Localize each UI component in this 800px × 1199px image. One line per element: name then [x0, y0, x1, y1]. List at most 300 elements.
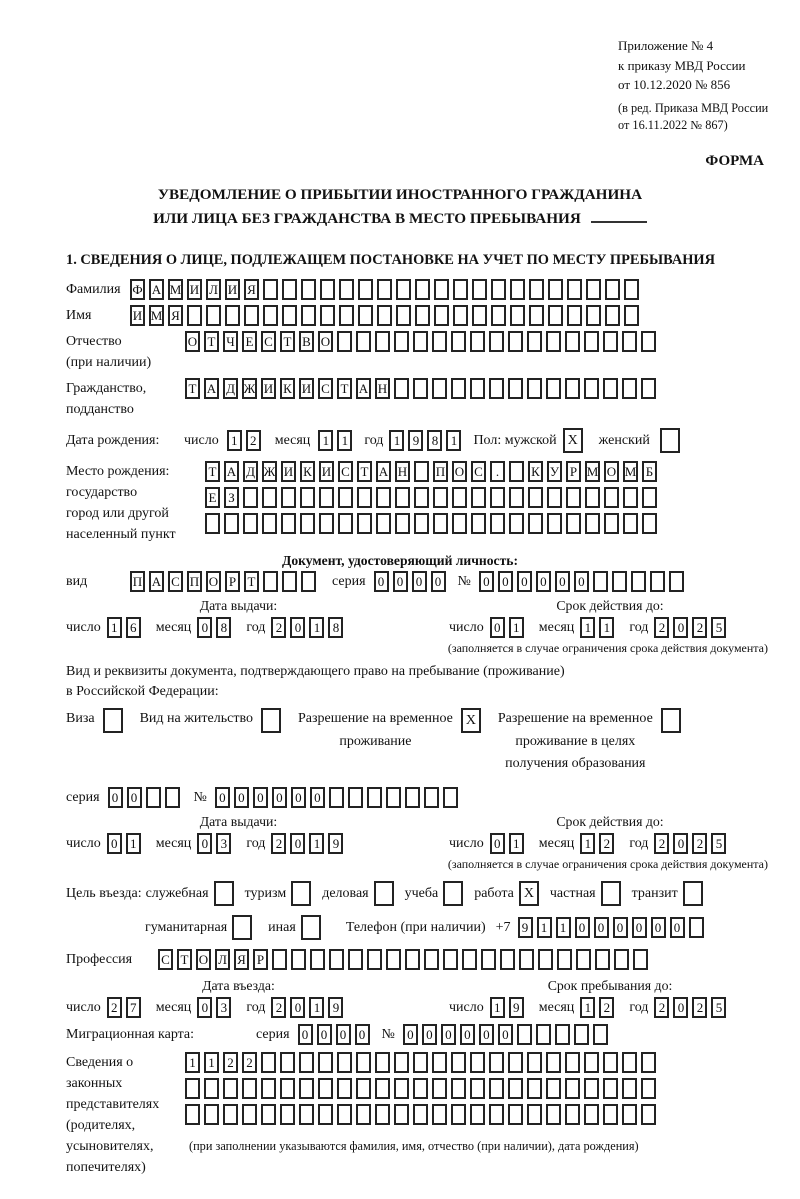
- form-cell[interactable]: [291, 881, 311, 906]
- form-cell[interactable]: [489, 331, 504, 352]
- form-cell[interactable]: 5: [711, 997, 726, 1018]
- migration-number-cells[interactable]: [403, 1024, 612, 1045]
- form-cell[interactable]: [470, 1052, 485, 1073]
- form-cell[interactable]: [527, 331, 542, 352]
- form-cell[interactable]: [338, 487, 353, 508]
- form-cell[interactable]: [405, 787, 420, 808]
- form-cell[interactable]: 0: [490, 617, 505, 638]
- form-cell[interactable]: 9: [408, 430, 423, 451]
- form-cell[interactable]: [489, 1104, 504, 1125]
- form-cell[interactable]: [574, 1024, 589, 1045]
- form-cell[interactable]: [356, 1052, 371, 1073]
- option-temp-residence-education-checkbox[interactable]: [661, 708, 685, 733]
- form-cell[interactable]: [519, 949, 534, 970]
- form-cell[interactable]: [375, 1078, 390, 1099]
- stay-year[interactable]: [654, 997, 730, 1018]
- form-cell[interactable]: [453, 305, 468, 326]
- form-cell[interactable]: [623, 513, 638, 534]
- form-cell[interactable]: [622, 1104, 637, 1125]
- form-cell[interactable]: [301, 305, 316, 326]
- form-cell[interactable]: 8: [328, 617, 343, 638]
- form-cell[interactable]: [103, 708, 123, 733]
- form-cell[interactable]: [470, 1078, 485, 1099]
- form-cell[interactable]: И: [299, 378, 314, 399]
- form-cell[interactable]: [394, 378, 409, 399]
- sex-male-checkbox[interactable]: [563, 428, 587, 453]
- form-cell[interactable]: [263, 571, 278, 592]
- form-cell[interactable]: [546, 1078, 561, 1099]
- form-cell[interactable]: 0: [197, 997, 212, 1018]
- form-cell[interactable]: [281, 513, 296, 534]
- form-cell[interactable]: С: [318, 378, 333, 399]
- form-cell[interactable]: [291, 949, 306, 970]
- form-cell[interactable]: О: [604, 461, 619, 482]
- form-cell[interactable]: X: [563, 428, 583, 453]
- form-cell[interactable]: 0: [290, 997, 305, 1018]
- form-cell[interactable]: [300, 487, 315, 508]
- form-cell[interactable]: [584, 378, 599, 399]
- form-cell[interactable]: [432, 378, 447, 399]
- residence-number-cells[interactable]: [215, 787, 462, 808]
- form-cell[interactable]: [377, 279, 392, 300]
- form-cell[interactable]: [394, 1052, 409, 1073]
- form-cell[interactable]: [689, 917, 704, 938]
- form-cell[interactable]: [432, 1104, 447, 1125]
- form-cell[interactable]: [329, 787, 344, 808]
- form-cell[interactable]: [223, 1104, 238, 1125]
- form-cell[interactable]: Т: [205, 461, 220, 482]
- form-cell[interactable]: [357, 513, 372, 534]
- form-cell[interactable]: 3: [216, 997, 231, 1018]
- form-cell[interactable]: [593, 571, 608, 592]
- form-cell[interactable]: [261, 1052, 276, 1073]
- form-cell[interactable]: [375, 1052, 390, 1073]
- form-cell[interactable]: А: [376, 461, 391, 482]
- form-cell[interactable]: 0: [632, 917, 647, 938]
- form-cell[interactable]: [508, 1052, 523, 1073]
- form-cell[interactable]: [375, 1104, 390, 1125]
- entry-month[interactable]: [197, 997, 235, 1018]
- identity-valid-month[interactable]: [580, 617, 618, 638]
- form-cell[interactable]: 3: [216, 833, 231, 854]
- form-cell[interactable]: [337, 1078, 352, 1099]
- form-cell[interactable]: [527, 1052, 542, 1073]
- form-cell[interactable]: [206, 305, 221, 326]
- form-cell[interactable]: [367, 949, 382, 970]
- form-cell[interactable]: [510, 279, 525, 300]
- form-cell[interactable]: Н: [395, 461, 410, 482]
- form-cell[interactable]: 1: [337, 430, 352, 451]
- identity-issued-month[interactable]: [197, 617, 235, 638]
- form-cell[interactable]: [548, 279, 563, 300]
- form-cell[interactable]: 0: [215, 787, 230, 808]
- form-cell[interactable]: 0: [197, 617, 212, 638]
- form-cell[interactable]: [510, 305, 525, 326]
- form-cell[interactable]: 0: [431, 571, 446, 592]
- form-cell[interactable]: [470, 378, 485, 399]
- form-cell[interactable]: О: [318, 331, 333, 352]
- form-cell[interactable]: [414, 513, 429, 534]
- form-cell[interactable]: 1: [537, 917, 552, 938]
- form-cell[interactable]: [453, 279, 468, 300]
- form-cell[interactable]: [146, 787, 161, 808]
- form-cell[interactable]: [394, 331, 409, 352]
- form-cell[interactable]: [490, 487, 505, 508]
- form-cell[interactable]: [565, 1078, 580, 1099]
- form-cell[interactable]: [424, 787, 439, 808]
- form-cell[interactable]: [527, 378, 542, 399]
- form-cell[interactable]: [204, 1104, 219, 1125]
- form-cell[interactable]: [586, 305, 601, 326]
- form-cell[interactable]: [263, 305, 278, 326]
- form-cell[interactable]: 1: [309, 997, 324, 1018]
- form-cell[interactable]: Я: [234, 949, 249, 970]
- form-cell[interactable]: [641, 378, 656, 399]
- form-cell[interactable]: 0: [310, 787, 325, 808]
- form-cell[interactable]: [641, 331, 656, 352]
- form-cell[interactable]: [509, 487, 524, 508]
- form-cell[interactable]: 0: [498, 571, 513, 592]
- form-cell[interactable]: [612, 571, 627, 592]
- form-cell[interactable]: [395, 487, 410, 508]
- form-cell[interactable]: [223, 1078, 238, 1099]
- form-cell[interactable]: [565, 331, 580, 352]
- form-cell[interactable]: 0: [490, 833, 505, 854]
- form-cell[interactable]: 0: [107, 833, 122, 854]
- form-cell[interactable]: [243, 487, 258, 508]
- form-cell[interactable]: [261, 1104, 276, 1125]
- form-cell[interactable]: 2: [692, 617, 707, 638]
- form-cell[interactable]: [641, 1052, 656, 1073]
- form-cell[interactable]: [280, 1078, 295, 1099]
- form-cell[interactable]: [356, 1078, 371, 1099]
- form-cell[interactable]: [451, 1078, 466, 1099]
- form-cell[interactable]: [471, 487, 486, 508]
- option-residence-permit-checkbox[interactable]: [261, 708, 285, 733]
- form-cell[interactable]: 1: [107, 617, 122, 638]
- form-cell[interactable]: 1: [509, 617, 524, 638]
- form-cell[interactable]: 0: [498, 1024, 513, 1045]
- form-cell[interactable]: [451, 378, 466, 399]
- form-cell[interactable]: [187, 305, 202, 326]
- form-cell[interactable]: [614, 949, 629, 970]
- birthplace-cells-row1[interactable]: [205, 461, 661, 482]
- purpose-work-checkbox[interactable]: [519, 881, 543, 906]
- form-cell[interactable]: 0: [317, 1024, 332, 1045]
- form-cell[interactable]: [415, 279, 430, 300]
- form-cell[interactable]: 0: [670, 917, 685, 938]
- purpose-official-checkbox[interactable]: [214, 881, 238, 906]
- surname-cells[interactable]: [130, 279, 643, 300]
- form-cell[interactable]: [451, 1104, 466, 1125]
- form-cell[interactable]: [272, 949, 287, 970]
- form-cell[interactable]: [348, 787, 363, 808]
- form-cell[interactable]: [622, 1052, 637, 1073]
- form-cell[interactable]: [310, 949, 325, 970]
- form-cell[interactable]: [261, 1078, 276, 1099]
- form-cell[interactable]: 1: [580, 617, 595, 638]
- form-cell[interactable]: 0: [460, 1024, 475, 1045]
- phone-cells[interactable]: [518, 917, 708, 938]
- form-cell[interactable]: [641, 1078, 656, 1099]
- form-cell[interactable]: [529, 279, 544, 300]
- purpose-other-checkbox[interactable]: [301, 915, 325, 940]
- form-cell[interactable]: [318, 1078, 333, 1099]
- form-cell[interactable]: [358, 279, 373, 300]
- form-cell[interactable]: [508, 331, 523, 352]
- form-cell[interactable]: [548, 305, 563, 326]
- form-cell[interactable]: [244, 305, 259, 326]
- entry-day[interactable]: [107, 997, 145, 1018]
- form-cell[interactable]: [547, 487, 562, 508]
- form-cell[interactable]: [356, 1104, 371, 1125]
- form-cell[interactable]: [661, 708, 681, 733]
- form-cell[interactable]: [660, 428, 680, 453]
- form-cell[interactable]: [280, 1104, 295, 1125]
- form-cell[interactable]: [414, 487, 429, 508]
- form-cell[interactable]: [451, 1052, 466, 1073]
- form-cell[interactable]: [451, 331, 466, 352]
- form-cell[interactable]: Б: [642, 461, 657, 482]
- purpose-study-checkbox[interactable]: [443, 881, 467, 906]
- form-cell[interactable]: 0: [479, 1024, 494, 1045]
- form-cell[interactable]: [471, 513, 486, 534]
- form-cell[interactable]: [452, 487, 467, 508]
- form-cell[interactable]: [491, 305, 506, 326]
- form-cell[interactable]: [481, 949, 496, 970]
- form-cell[interactable]: [424, 949, 439, 970]
- form-cell[interactable]: 1: [126, 833, 141, 854]
- form-cell[interactable]: 1: [580, 833, 595, 854]
- form-cell[interactable]: 0: [412, 571, 427, 592]
- form-cell[interactable]: [529, 305, 544, 326]
- form-cell[interactable]: Т: [204, 331, 219, 352]
- form-cell[interactable]: 0: [197, 833, 212, 854]
- form-cell[interactable]: 0: [403, 1024, 418, 1045]
- form-cell[interactable]: 2: [107, 997, 122, 1018]
- option-visa-checkbox[interactable]: [103, 708, 127, 733]
- form-cell[interactable]: 1: [556, 917, 571, 938]
- form-cell[interactable]: Н: [375, 378, 390, 399]
- representatives-cells-row2[interactable]: [185, 1078, 660, 1099]
- form-cell[interactable]: .: [490, 461, 505, 482]
- form-cell[interactable]: X: [461, 708, 481, 733]
- form-cell[interactable]: [376, 513, 391, 534]
- form-cell[interactable]: [603, 1052, 618, 1073]
- identity-valid-year[interactable]: [654, 617, 730, 638]
- form-cell[interactable]: Р: [253, 949, 268, 970]
- identity-vid-cells[interactable]: [130, 571, 320, 592]
- form-cell[interactable]: [282, 279, 297, 300]
- form-cell[interactable]: 2: [271, 833, 286, 854]
- form-cell[interactable]: [262, 487, 277, 508]
- residence-issued-year[interactable]: [271, 833, 347, 854]
- form-cell[interactable]: [367, 787, 382, 808]
- form-cell[interactable]: [357, 487, 372, 508]
- form-cell[interactable]: [319, 487, 334, 508]
- form-cell[interactable]: 0: [234, 787, 249, 808]
- purpose-tourism-checkbox[interactable]: [291, 881, 315, 906]
- form-cell[interactable]: М: [623, 461, 638, 482]
- form-cell[interactable]: [329, 949, 344, 970]
- form-cell[interactable]: Т: [244, 571, 259, 592]
- form-cell[interactable]: [299, 1052, 314, 1073]
- form-cell[interactable]: [434, 305, 449, 326]
- form-cell[interactable]: [301, 571, 316, 592]
- form-cell[interactable]: 0: [651, 917, 666, 938]
- form-cell[interactable]: 1: [309, 617, 324, 638]
- form-cell[interactable]: [567, 279, 582, 300]
- form-cell[interactable]: [508, 1078, 523, 1099]
- form-cell[interactable]: [470, 331, 485, 352]
- sex-female-checkbox[interactable]: [660, 428, 684, 453]
- patronymic-cells[interactable]: [185, 331, 660, 352]
- form-cell[interactable]: П: [433, 461, 448, 482]
- form-cell[interactable]: 0: [673, 833, 688, 854]
- form-cell[interactable]: П: [187, 571, 202, 592]
- identity-number-cells[interactable]: [479, 571, 688, 592]
- representatives-cells-row1[interactable]: [185, 1052, 660, 1073]
- purpose-private-checkbox[interactable]: [601, 881, 625, 906]
- form-cell[interactable]: [604, 513, 619, 534]
- form-cell[interactable]: 2: [599, 997, 614, 1018]
- form-cell[interactable]: 0: [291, 787, 306, 808]
- form-cell[interactable]: [546, 331, 561, 352]
- form-cell[interactable]: М: [168, 279, 183, 300]
- form-cell[interactable]: 0: [290, 617, 305, 638]
- form-cell[interactable]: 8: [427, 430, 442, 451]
- form-cell[interactable]: [432, 1052, 447, 1073]
- form-cell[interactable]: [299, 1104, 314, 1125]
- identity-valid-day[interactable]: [490, 617, 528, 638]
- form-cell[interactable]: 0: [298, 1024, 313, 1045]
- form-cell[interactable]: Ч: [223, 331, 238, 352]
- form-cell[interactable]: [433, 513, 448, 534]
- form-cell[interactable]: И: [225, 279, 240, 300]
- form-cell[interactable]: 0: [272, 787, 287, 808]
- form-cell[interactable]: К: [280, 378, 295, 399]
- form-cell[interactable]: [584, 331, 599, 352]
- citizenship-cells[interactable]: [185, 378, 660, 399]
- form-cell[interactable]: [490, 513, 505, 534]
- form-cell[interactable]: Л: [215, 949, 230, 970]
- form-cell[interactable]: [584, 1078, 599, 1099]
- form-cell[interactable]: [394, 1078, 409, 1099]
- form-cell[interactable]: О: [185, 331, 200, 352]
- form-cell[interactable]: [565, 1104, 580, 1125]
- form-cell[interactable]: [452, 513, 467, 534]
- form-cell[interactable]: 0: [253, 787, 268, 808]
- form-cell[interactable]: И: [319, 461, 334, 482]
- form-cell[interactable]: [557, 949, 572, 970]
- form-cell[interactable]: 0: [355, 1024, 370, 1045]
- form-cell[interactable]: П: [130, 571, 145, 592]
- form-cell[interactable]: А: [204, 378, 219, 399]
- form-cell[interactable]: 0: [422, 1024, 437, 1045]
- form-cell[interactable]: [538, 949, 553, 970]
- form-cell[interactable]: С: [168, 571, 183, 592]
- form-cell[interactable]: 9: [509, 997, 524, 1018]
- form-cell[interactable]: 9: [518, 917, 533, 938]
- form-cell[interactable]: И: [261, 378, 276, 399]
- purpose-business-checkbox[interactable]: [374, 881, 398, 906]
- form-cell[interactable]: [243, 513, 258, 534]
- form-cell[interactable]: 2: [271, 997, 286, 1018]
- form-cell[interactable]: [396, 305, 411, 326]
- form-cell[interactable]: 9: [328, 833, 343, 854]
- form-cell[interactable]: 0: [336, 1024, 351, 1045]
- form-cell[interactable]: [603, 1104, 618, 1125]
- form-cell[interactable]: [432, 1078, 447, 1099]
- form-cell[interactable]: [214, 881, 234, 906]
- form-cell[interactable]: [584, 1052, 599, 1073]
- form-cell[interactable]: [528, 487, 543, 508]
- form-cell[interactable]: [261, 708, 281, 733]
- form-cell[interactable]: [462, 949, 477, 970]
- migration-series-cells[interactable]: [298, 1024, 374, 1045]
- form-cell[interactable]: Т: [280, 331, 295, 352]
- form-cell[interactable]: [242, 1078, 257, 1099]
- form-cell[interactable]: 5: [711, 833, 726, 854]
- form-cell[interactable]: 5: [711, 617, 726, 638]
- form-cell[interactable]: С: [338, 461, 353, 482]
- stay-day[interactable]: [490, 997, 528, 1018]
- form-cell[interactable]: Т: [337, 378, 352, 399]
- form-cell[interactable]: [413, 1052, 428, 1073]
- form-cell[interactable]: [555, 1024, 570, 1045]
- form-cell[interactable]: [319, 513, 334, 534]
- form-cell[interactable]: А: [356, 378, 371, 399]
- form-cell[interactable]: [339, 305, 354, 326]
- form-cell[interactable]: [204, 1078, 219, 1099]
- form-cell[interactable]: [356, 331, 371, 352]
- form-cell[interactable]: 0: [673, 617, 688, 638]
- form-cell[interactable]: [585, 513, 600, 534]
- form-cell[interactable]: М: [585, 461, 600, 482]
- form-cell[interactable]: [528, 513, 543, 534]
- form-cell[interactable]: 1: [204, 1052, 219, 1073]
- form-cell[interactable]: 6: [126, 617, 141, 638]
- purpose-transit-checkbox[interactable]: [683, 881, 707, 906]
- form-cell[interactable]: С: [158, 949, 173, 970]
- form-cell[interactable]: 2: [654, 617, 669, 638]
- form-cell[interactable]: [185, 1078, 200, 1099]
- form-cell[interactable]: [527, 1104, 542, 1125]
- form-cell[interactable]: [595, 949, 610, 970]
- form-cell[interactable]: [642, 513, 657, 534]
- form-cell[interactable]: К: [300, 461, 315, 482]
- form-cell[interactable]: [415, 305, 430, 326]
- form-cell[interactable]: 2: [692, 833, 707, 854]
- form-cell[interactable]: 0: [574, 571, 589, 592]
- form-cell[interactable]: [413, 378, 428, 399]
- form-cell[interactable]: [232, 915, 252, 940]
- form-cell[interactable]: 1: [580, 997, 595, 1018]
- profession-cells[interactable]: [158, 949, 652, 970]
- form-cell[interactable]: К: [528, 461, 543, 482]
- form-cell[interactable]: [300, 513, 315, 534]
- form-cell[interactable]: [320, 305, 335, 326]
- form-cell[interactable]: 2: [223, 1052, 238, 1073]
- form-cell[interactable]: Е: [205, 487, 220, 508]
- form-cell[interactable]: С: [471, 461, 486, 482]
- form-cell[interactable]: Д: [223, 378, 238, 399]
- form-cell[interactable]: 7: [126, 997, 141, 1018]
- form-cell[interactable]: [508, 378, 523, 399]
- form-cell[interactable]: 0: [393, 571, 408, 592]
- form-cell[interactable]: [443, 949, 458, 970]
- form-cell[interactable]: [508, 1104, 523, 1125]
